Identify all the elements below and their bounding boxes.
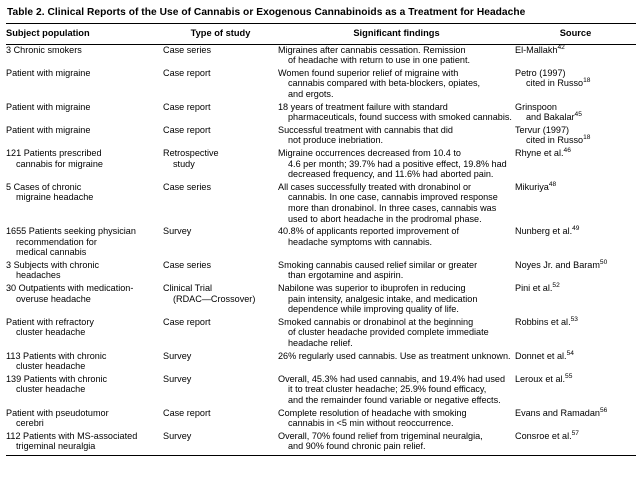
table-row (6, 182, 636, 224)
cell-significant-findings: 18 years of treatment failure with standard pharmaceuticals, found success with smoked cannabis. (278, 101, 512, 123)
cell-source: Noyes Jr. and Baram$^{50}$ (515, 258, 608, 270)
cell-subject-population: Patient with migraine (6, 101, 91, 112)
cell-subject-population: Patient with refractory cluster headache (6, 316, 94, 338)
clinical-reports-table (6, 24, 636, 44)
column-header-significant-findings: Significant findings (353, 28, 440, 38)
source-reference-number: 46 (563, 146, 571, 154)
cell-type-of-study: Survey (163, 373, 192, 384)
table-head (6, 24, 636, 44)
cell-source: Robbins et al.$^{53}$ (515, 315, 578, 327)
cell-source: Consroe et al.$^{57}$ (515, 429, 579, 441)
source-reference-number: 49 (572, 225, 580, 233)
cell-type-of-study: Case series (163, 181, 212, 192)
cell-subject-population: 139 Patients with chronic cluster headache (6, 373, 108, 395)
cell-subject-population: 1655 Patients seeking physician recommendation for medical cannabis (6, 226, 136, 258)
cell-subject-population: Patient with pseudotumor cerebri (6, 407, 109, 429)
cell-significant-findings: All cases successfully treated with dronabinol or cannabis. In one case, cannabis improved response more than dronabinol. In three cases, cannabis was used to abort headache in the prodromal phase. (278, 181, 498, 224)
cell-subject-population: 5 Cases of chronic migraine headache (6, 181, 94, 203)
source-reference-number: 48 (548, 180, 557, 188)
table-row (6, 351, 636, 372)
cell-subject-population: 113 Patients with chronic cluster headache (6, 350, 107, 372)
table-row (6, 260, 636, 281)
table-row (6, 45, 636, 66)
cell-significant-findings: Successful treatment with cannabis that did not produce inebriation. (278, 124, 453, 146)
cell-type-of-study: Case report (163, 316, 211, 327)
table-row (6, 374, 636, 406)
table-row (6, 226, 636, 258)
cell-type-of-study: Case series (163, 44, 212, 55)
cell-type-of-study: Clinical Trial (RDAC—Crossover) (163, 283, 256, 304)
cell-type-of-study: Survey (163, 350, 192, 361)
cell-significant-findings: Smoked cannabis or dronabinol at the beginning of cluster headache provided complete immediate headache relief. (278, 316, 489, 349)
cell-significant-findings: 26% regularly used cannabis. Use as treatment unknown. (278, 350, 511, 361)
source-reference-number: 54 (566, 349, 574, 357)
cell-subject-population: Patient with migraine (6, 124, 91, 135)
cell-subject-population: 121 Patients prescribed cannabis for migraine (6, 147, 103, 169)
table-row (6, 408, 636, 429)
cell-significant-findings: 40.8% of applicants reported improvement of headache symptoms with cannabis. (278, 226, 459, 247)
table-row (6, 125, 636, 146)
cell-subject-population: 112 Patients with MS-associated trigeminal neuralgia (6, 430, 138, 452)
source-reference-number: 18 (583, 134, 591, 142)
cell-significant-findings: Nabilone was superior to ibuprofen in reducing pain intensity, analgesic intake, and medication dependence while improving quality of life. (278, 283, 478, 315)
source-reference-number: 42 (557, 43, 565, 51)
column-header-type-of-study: Type of study (190, 28, 251, 38)
source-reference-number: 52 (552, 282, 560, 290)
cell-type-of-study: Survey (163, 226, 192, 237)
cell-significant-findings: Women found superior relief of migraine with cannabis compared with beta-blockers, opiates, and ergots. (278, 67, 481, 99)
cell-significant-findings: Migraine occurrences decreased from 10.4 to 4.6 per month; 39.7% had a positive effect, 19.8% had decreased frequency, and 11.6% had aborted pain. (278, 147, 507, 180)
cell-significant-findings: Overall, 70% found relief from trigeminal neuralgia, and 90% found chronic pain relief. (278, 430, 483, 452)
cell-significant-findings: Migraines after cannabis cessation. Remission of headache with return to use in one patient. (278, 44, 470, 66)
cell-source: Rhyne et al.$^{46}$ (515, 146, 571, 158)
cell-type-of-study: Case report (163, 407, 211, 418)
cell-significant-findings: Overall, 45.3% had used cannabis, and 19.4% had used it to treat cluster headache; 25.9% found efficacy, and the remainder found variable or negative effects. (278, 373, 505, 405)
cell-source: Pini et al.$^{52}$ (515, 282, 560, 294)
source-reference-number: 53 (570, 315, 578, 323)
cell-subject-population: 3 Chronic smokers (6, 44, 82, 55)
table-row (6, 431, 636, 452)
table-body (6, 45, 636, 452)
table-row (6, 283, 636, 315)
cell-source: Tervur (1997) cited in Russo$^{18}$ (515, 124, 591, 146)
source-reference-number: 50 (599, 258, 608, 266)
cell-subject-population: Patient with migraine (6, 67, 91, 78)
table-row (6, 68, 636, 100)
cell-type-of-study: Survey (163, 430, 192, 441)
cell-source: Donnet et al.$^{54}$ (515, 349, 574, 361)
column-header-source: Source (559, 28, 592, 38)
cell-source: Evans and Ramadan$^{56}$ (515, 406, 608, 418)
table-caption: Table 2. Clinical Reports of the Use of Cannabis or Exogenous Cannabinoids as a Treatment for Headache (7, 7, 526, 18)
cell-subject-population: 3 Subjects with chronic headaches (6, 259, 100, 281)
clinical-reports-table-body (6, 45, 636, 452)
source-reference-number: 57 (571, 429, 579, 437)
cell-type-of-study: Case series (163, 259, 212, 270)
source-reference-number: 55 (565, 372, 573, 380)
cell-subject-population: 30 Outpatients with medication- overuse headache (6, 283, 134, 304)
cell-source: Leroux et al.$^{55}$ (515, 372, 573, 384)
source-reference-number: 18 (583, 77, 591, 85)
cell-type-of-study: Case report (163, 124, 211, 135)
header-row (6, 24, 636, 44)
cell-source: Mikuriya$^{48}$ (515, 180, 557, 192)
cell-source: Nunberg et al.$^{49}$ (515, 225, 580, 237)
cell-significant-findings: Smoking cannabis caused relief similar or greater than ergotamine and aspirin. (278, 259, 478, 281)
cell-source: Grinspoon and Bakalar$^{45}$ (515, 101, 582, 123)
table-row (6, 317, 636, 349)
column-header-subject-population: Subject population (6, 28, 90, 38)
source-reference-number: 56 (599, 406, 608, 414)
cell-type-of-study: Retrospective study (163, 147, 219, 169)
source-reference-number: 45 (574, 111, 582, 119)
cell-type-of-study: Case report (163, 101, 211, 112)
cell-source: Petro (1997) cited in Russo$^{18}$ (515, 67, 591, 89)
cell-type-of-study: Case report (163, 67, 211, 78)
bottom-rule (6, 455, 636, 456)
table-row (6, 148, 636, 180)
cell-source: El-Mallakh$^{42}$ (515, 43, 565, 55)
cell-significant-findings: Complete resolution of headache with smoking cannabis in <5 min without reoccurrence. (278, 407, 467, 429)
table-row (6, 102, 636, 123)
